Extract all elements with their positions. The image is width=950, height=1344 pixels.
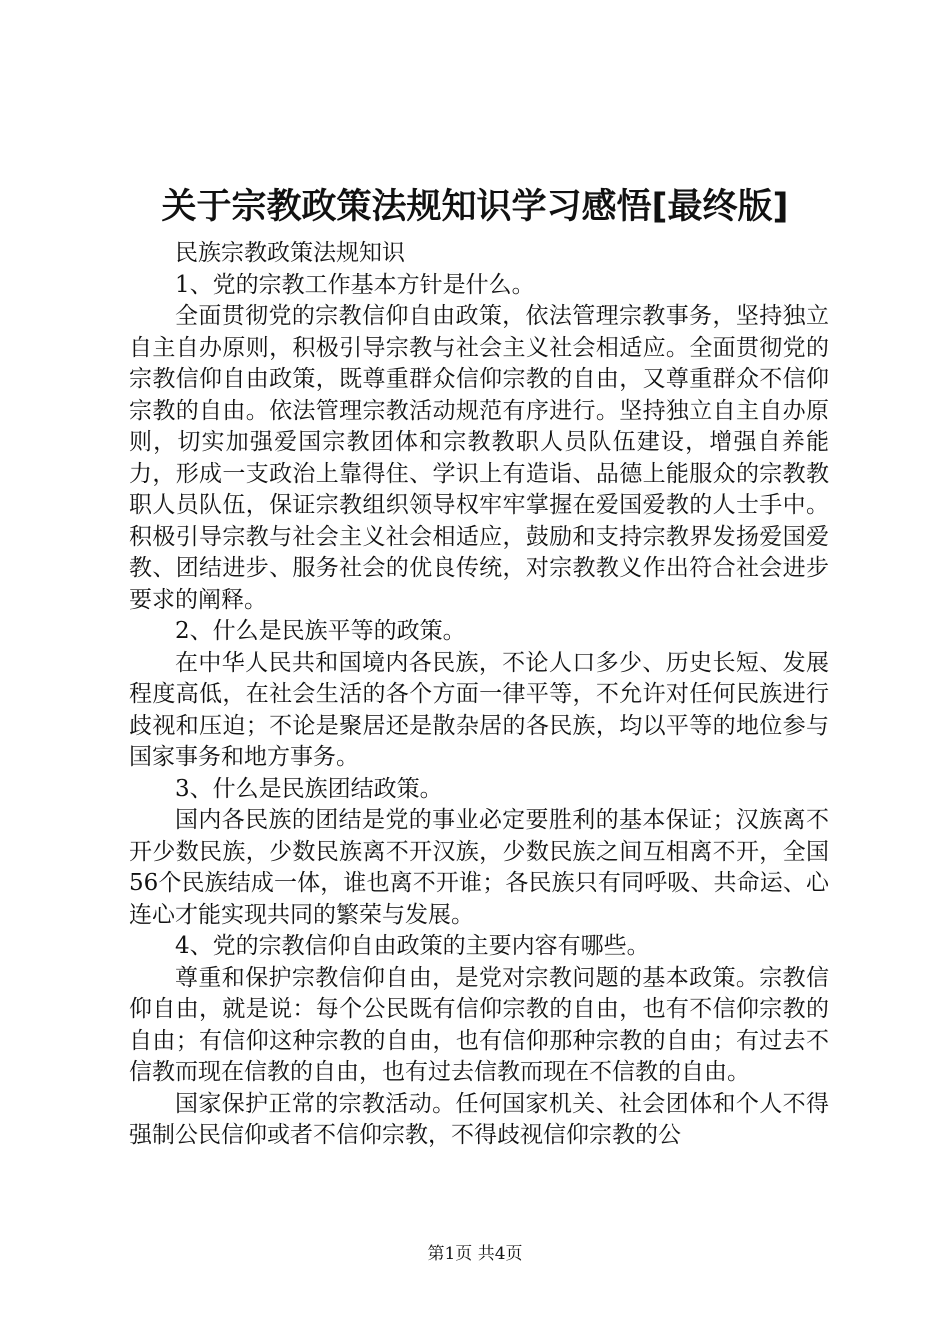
paragraph-answer-1: 全面贯彻党的宗教信仰自由政策，依法管理宗教事务，坚持独立自主自办原则，积极引导宗教与社会主义社会相适应。全面贯彻党的宗教信仰自由政策，既尊重群众信仰宗教的自由，又尊重群众不信仰宗教的自由。依法管理宗教活动规范有序进行。坚持独立自主自办原则，切实加强爱国宗教团体和宗教教职人员队伍建设，增强自养能力，形成一支政治上靠得住、学识上有造诣、品德上能服众的宗教教职人员队伍，保证宗教组织领导权牢牢掌握在爱国爱教的人士手中。积极引导宗教与社会主义社会相适应，鼓励和支持宗教界发扬爱国爱教、团结进步、服务社会的优良传统，对宗教教义作出符合社会进步要求的阐释。 — [129, 303, 829, 613]
paragraph-question-2: 2、什么是民族平等的政策。 — [175, 618, 466, 644]
document-title: 关于宗教政策法规知识学习感悟[最终版] — [161, 187, 789, 227]
page-total: 共4页 — [477, 1244, 523, 1264]
paragraph-answer-2: 在中华人民共和国境内各民族，不论人口多少、历史长短、发展程度高低，在社会生活的各个方面一律平等，不允许对任何民族进行歧视和压迫；不论是聚居还是散杂居的各民族，均以平等的地位参与国家事务和地方事务。 — [129, 649, 829, 770]
document-body — [129, 238, 829, 1152]
paragraph-question-3: 3、什么是民族团结政策。 — [175, 775, 443, 802]
page-footer — [0, 1242, 950, 1266]
paragraph-answer-4: 尊重和保护宗教信仰自由，是党对宗教问题的基本政策。宗教信仰自由，就是说：每个公民既有信仰宗教的自由，也有不信仰宗教的自由；有信仰这种宗教的自由，也有信仰那种宗教的自由；有过去不信教而现在信教的自由，也有过去信教而现在不信教的自由。 — [129, 964, 829, 1085]
page-number: 第1页 — [427, 1244, 473, 1264]
paragraph-question-4: 4、党的宗教信仰自由政策的主要内容有哪些。 — [175, 933, 650, 959]
paragraph-answer-3: 国内各民族的团结是党的事业必定要胜利的基本保证；汉族离不开少数民族，少数民族离不开汉族，少数民族之间互相离不开，全国56个民族结成一体，谁也离不开谁；各民族只有同呼吸、共命运、心连心才能实现共同的繁荣与发展。 — [129, 807, 829, 928]
paragraph-answer-4-continued: 国家保护正常的宗教活动。任何国家机关、社会团体和个人不得强制公民信仰或者不信仰宗教，不得歧视信仰宗教的公 — [129, 1090, 829, 1148]
paragraph-question-1: 1、党的宗教工作基本方针是什么。 — [175, 271, 535, 298]
paragraph-section-heading: 民族宗教政策法规知识 — [175, 240, 405, 266]
